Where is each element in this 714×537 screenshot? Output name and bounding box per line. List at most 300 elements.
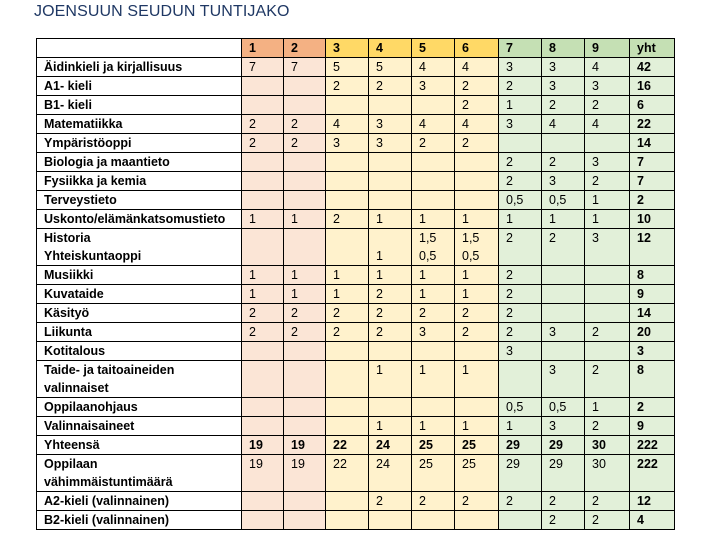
hours-line: 0,5	[419, 249, 437, 263]
header-total-cell: yht	[630, 39, 675, 58]
hours-cell	[242, 492, 284, 511]
hours-cell: 3	[499, 58, 542, 77]
hours-line	[419, 473, 454, 491]
hours-cell: 3	[542, 417, 585, 436]
total-cell: 3	[630, 342, 675, 361]
hours-line	[333, 361, 368, 379]
hours-cell	[585, 342, 630, 361]
hours-line: 29	[549, 457, 563, 471]
hours-cell	[284, 77, 326, 96]
hours-cell: 3	[412, 77, 455, 96]
hours-cell: 2	[585, 172, 630, 191]
hours-cell: 2	[242, 134, 284, 153]
header-grade-3: 3	[326, 39, 369, 58]
hours-cell: 1	[455, 417, 499, 436]
hours-line: 2	[549, 231, 556, 245]
hours-line	[592, 473, 629, 491]
table-row	[37, 361, 675, 398]
row-label: Liikunta	[37, 323, 242, 342]
hours-cell	[369, 191, 412, 210]
hours-cell	[242, 398, 284, 417]
hours-cell: 2	[542, 492, 585, 511]
hours-cell	[284, 455, 326, 492]
hours-cell: 2	[455, 77, 499, 96]
hours-line: 1	[376, 249, 383, 263]
row-label-line: Historia	[44, 231, 91, 245]
hours-line	[462, 473, 498, 491]
hours-cell	[284, 417, 326, 436]
table-row	[37, 191, 675, 210]
hours-cell	[242, 77, 284, 96]
table-row	[37, 436, 675, 455]
hours-cell	[542, 134, 585, 153]
row-label: Äidinkieli ja kirjallisuus	[37, 58, 242, 77]
header-grade-9: 9	[585, 39, 630, 58]
row-label: Matematiikka	[37, 115, 242, 134]
hours-line	[637, 473, 674, 491]
hours-cell: 2	[284, 304, 326, 323]
hours-cell: 1	[284, 285, 326, 304]
hours-cell	[455, 342, 499, 361]
hours-cell: 0,5	[542, 191, 585, 210]
hours-cell: 3	[369, 115, 412, 134]
hours-cell	[242, 96, 284, 115]
hours-cell: 7	[242, 58, 284, 77]
hours-line	[249, 247, 283, 265]
hours-cell	[369, 96, 412, 115]
hours-cell: 1	[455, 210, 499, 229]
hours-line	[376, 229, 411, 247]
hours-cell: 19	[242, 436, 284, 455]
hours-cell	[369, 361, 412, 398]
hours-cell: 2	[499, 153, 542, 172]
hours-line	[592, 379, 629, 397]
hours-cell	[542, 285, 585, 304]
hours-line: 30	[592, 457, 606, 471]
hours-line	[549, 473, 584, 491]
hours-cell	[369, 342, 412, 361]
hours-cell: 1	[369, 417, 412, 436]
hours-line: 222	[637, 457, 658, 471]
hours-cell: 3	[542, 172, 585, 191]
hours-cell: 1	[242, 210, 284, 229]
hours-cell	[455, 191, 499, 210]
hours-cell	[326, 398, 369, 417]
hours-cell	[242, 172, 284, 191]
hours-cell	[326, 511, 369, 530]
hours-cell: 1	[284, 210, 326, 229]
hours-cell: 2	[585, 323, 630, 342]
hours-cell: 2	[499, 285, 542, 304]
hours-line: 2	[592, 363, 599, 377]
row-label-line: Taide- ja taitoaineiden	[44, 363, 175, 377]
hours-cell: 1	[242, 266, 284, 285]
hours-cell: 2	[455, 492, 499, 511]
hours-line	[637, 379, 674, 397]
hours-cell	[585, 361, 630, 398]
row-label	[37, 455, 242, 492]
hours-cell	[412, 455, 455, 492]
hours-cell	[326, 96, 369, 115]
table-row	[37, 323, 675, 342]
hours-line: 3	[592, 231, 599, 245]
hours-cell: 2	[242, 304, 284, 323]
hours-cell: 2	[369, 492, 412, 511]
hours-line: 0,5	[462, 249, 480, 263]
hours-cell: 4	[326, 115, 369, 134]
hours-cell: 1	[455, 285, 499, 304]
hours-cell: 1	[326, 266, 369, 285]
hours-cell: 4	[585, 115, 630, 134]
hours-line	[333, 229, 368, 247]
header-row	[37, 39, 675, 58]
header-blank-cell	[37, 39, 242, 58]
hours-cell: 1	[412, 285, 455, 304]
hours-cell	[499, 229, 542, 266]
row-label: Oppilaanohjaus	[37, 398, 242, 417]
hours-cell	[585, 285, 630, 304]
total-cell: 14	[630, 304, 675, 323]
hours-line	[249, 361, 283, 379]
hours-cell	[284, 342, 326, 361]
hours-cell	[369, 511, 412, 530]
row-label: Käsityö	[37, 304, 242, 323]
hours-line: 25	[462, 457, 476, 471]
hours-cell	[326, 172, 369, 191]
hours-cell: 2	[412, 134, 455, 153]
row-label: Terveystieto	[37, 191, 242, 210]
hours-cell	[412, 172, 455, 191]
hours-cell	[455, 153, 499, 172]
hours-cell: 2	[455, 96, 499, 115]
table-row	[37, 96, 675, 115]
hours-cell: 4	[412, 58, 455, 77]
row-label: Kotitalous	[37, 342, 242, 361]
hours-line	[291, 379, 325, 397]
hours-line: 1,5	[419, 231, 437, 245]
hours-cell	[369, 153, 412, 172]
total-cell: 222	[630, 436, 675, 455]
hours-cell	[412, 342, 455, 361]
hours-cell: 1	[412, 417, 455, 436]
hours-cell: 3	[499, 115, 542, 134]
hours-cell	[412, 361, 455, 398]
hours-cell	[326, 191, 369, 210]
hours-cell: 3	[585, 77, 630, 96]
table-row	[37, 455, 675, 492]
hours-cell	[242, 417, 284, 436]
hours-line	[637, 247, 674, 265]
hours-cell	[412, 229, 455, 266]
row-label: B2-kieli (valinnainen)	[37, 511, 242, 530]
hours-cell	[326, 153, 369, 172]
row-label: Uskonto/elämänkatsomustieto	[37, 210, 242, 229]
hours-cell: 22	[326, 436, 369, 455]
hours-cell: 2	[585, 511, 630, 530]
hours-cell	[585, 134, 630, 153]
hours-cell: 2	[242, 115, 284, 134]
hours-cell: 30	[585, 436, 630, 455]
hours-cell	[284, 172, 326, 191]
hours-cell: 2	[369, 285, 412, 304]
hours-cell	[499, 455, 542, 492]
hours-cell	[369, 172, 412, 191]
row-label	[37, 229, 242, 266]
hours-cell: 1	[585, 191, 630, 210]
hours-cell	[242, 361, 284, 398]
hours-cell	[326, 361, 369, 398]
hours-line	[333, 247, 368, 265]
hours-cell: 1	[326, 285, 369, 304]
table-row	[37, 210, 675, 229]
hours-cell	[242, 153, 284, 172]
hours-cell: 2	[455, 134, 499, 153]
hours-cell	[455, 172, 499, 191]
hours-cell	[542, 342, 585, 361]
hours-cell	[284, 398, 326, 417]
hours-cell: 1	[412, 266, 455, 285]
hours-cell: 2	[499, 304, 542, 323]
hours-cell: 0,5	[499, 398, 542, 417]
hours-cell: 1	[499, 210, 542, 229]
hours-cell: 19	[284, 436, 326, 455]
hours-cell: 2	[542, 153, 585, 172]
header-grade-2: 2	[284, 39, 326, 58]
hours-cell: 2	[326, 304, 369, 323]
hours-line	[419, 379, 454, 397]
hours-cell	[284, 153, 326, 172]
total-cell	[630, 361, 675, 398]
total-cell: 4	[630, 511, 675, 530]
row-label-line: Oppilaan	[44, 457, 98, 471]
hours-cell: 4	[412, 115, 455, 134]
row-label: Kuvataide	[37, 285, 242, 304]
hours-cell: 2	[242, 323, 284, 342]
total-cell: 2	[630, 191, 675, 210]
hours-cell: 1	[455, 266, 499, 285]
hours-cell: 2	[326, 77, 369, 96]
hours-cell: 3	[499, 342, 542, 361]
total-cell: 9	[630, 285, 675, 304]
hours-cell: 5	[369, 58, 412, 77]
hours-line: 1	[462, 363, 469, 377]
hours-cell	[542, 361, 585, 398]
hours-line: 25	[419, 457, 433, 471]
hours-cell: 2	[369, 304, 412, 323]
hours-cell: 0,5	[499, 191, 542, 210]
hours-cell	[499, 511, 542, 530]
hours-cell: 1	[585, 398, 630, 417]
hours-line	[376, 379, 411, 397]
hours-cell	[542, 304, 585, 323]
hours-cell	[284, 492, 326, 511]
table-row	[37, 492, 675, 511]
hours-cell	[542, 455, 585, 492]
table-row	[37, 398, 675, 417]
hours-line	[549, 247, 584, 265]
hours-line	[506, 361, 541, 379]
total-cell: 6	[630, 96, 675, 115]
row-label-line: Yhteiskuntaoppi	[44, 249, 142, 263]
hours-cell: 2	[284, 134, 326, 153]
total-cell: 12	[630, 492, 675, 511]
hours-cell: 4	[455, 115, 499, 134]
hours-cell: 4	[585, 58, 630, 77]
hours-line: 19	[291, 457, 305, 471]
hours-cell	[242, 511, 284, 530]
hours-cell	[585, 304, 630, 323]
hours-cell	[284, 229, 326, 266]
hours-cell: 2	[284, 323, 326, 342]
table-row	[37, 58, 675, 77]
hours-cell	[412, 96, 455, 115]
hours-cell: 3	[326, 134, 369, 153]
table-row	[37, 304, 675, 323]
hours-cell	[284, 511, 326, 530]
hours-cell: 1	[499, 96, 542, 115]
hours-cell	[369, 398, 412, 417]
hours-cell: 3	[542, 77, 585, 96]
hours-cell	[369, 455, 412, 492]
row-label: A2-kieli (valinnainen)	[37, 492, 242, 511]
hours-cell: 2	[455, 304, 499, 323]
hours-cell: 2	[455, 323, 499, 342]
table-row	[37, 342, 675, 361]
hours-cell: 1	[542, 210, 585, 229]
hours-line	[462, 379, 498, 397]
row-label	[37, 361, 242, 398]
hours-cell	[455, 229, 499, 266]
hours-line	[506, 247, 541, 265]
hours-cell: 2	[284, 115, 326, 134]
hours-line	[376, 473, 411, 491]
hours-cell	[242, 342, 284, 361]
hours-cell: 2	[585, 96, 630, 115]
header-grade-6: 6	[455, 39, 499, 58]
hours-cell	[284, 96, 326, 115]
hours-line: 1,5	[462, 231, 480, 245]
hours-cell: 4	[455, 58, 499, 77]
hours-cell	[499, 361, 542, 398]
total-cell: 20	[630, 323, 675, 342]
header-grade-4: 4	[369, 39, 412, 58]
hours-cell	[455, 511, 499, 530]
table-row	[37, 417, 675, 436]
hours-line: 22	[333, 457, 347, 471]
table-row	[37, 77, 675, 96]
hours-cell	[455, 361, 499, 398]
total-cell: 22	[630, 115, 675, 134]
hours-cell	[412, 511, 455, 530]
hours-cell	[499, 134, 542, 153]
hours-line	[291, 247, 325, 265]
hours-cell: 2	[412, 492, 455, 511]
table-row	[37, 511, 675, 530]
header-grade-1: 1	[242, 39, 284, 58]
hours-cell	[455, 398, 499, 417]
hours-line	[291, 229, 325, 247]
hours-cell: 2	[369, 77, 412, 96]
hours-cell: 29	[499, 436, 542, 455]
hours-cell: 3	[412, 323, 455, 342]
table-row	[37, 285, 675, 304]
hours-cell: 2	[499, 77, 542, 96]
hours-cell	[326, 455, 369, 492]
hours-cell: 4	[542, 115, 585, 134]
table-row	[37, 115, 675, 134]
hours-cell	[585, 266, 630, 285]
hours-line: 24	[376, 457, 390, 471]
hours-cell: 2	[585, 492, 630, 511]
hours-cell	[284, 361, 326, 398]
total-cell: 8	[630, 266, 675, 285]
hours-line: 19	[249, 457, 263, 471]
table-row	[37, 153, 675, 172]
total-cell: 16	[630, 77, 675, 96]
hours-cell	[284, 191, 326, 210]
row-label: B1- kieli	[37, 96, 242, 115]
hours-cell	[585, 455, 630, 492]
hours-cell: 1	[412, 210, 455, 229]
hours-cell	[542, 266, 585, 285]
hours-line: 8	[637, 363, 644, 377]
table-row	[37, 229, 675, 266]
hours-cell: 2	[585, 417, 630, 436]
hours-cell	[585, 229, 630, 266]
hours-cell: 3	[542, 58, 585, 77]
hours-cell: 1	[499, 417, 542, 436]
hours-cell	[369, 229, 412, 266]
hours-line: 29	[506, 457, 520, 471]
hours-line	[506, 473, 541, 491]
hours-cell: 25	[412, 436, 455, 455]
hours-cell: 2	[369, 323, 412, 342]
hours-line	[592, 247, 629, 265]
hours-cell	[455, 455, 499, 492]
total-cell: 14	[630, 134, 675, 153]
row-label: Musiikki	[37, 266, 242, 285]
hours-line: 1	[419, 363, 426, 377]
row-label: Yhteensä	[37, 436, 242, 455]
hours-line	[249, 229, 283, 247]
hours-cell	[242, 455, 284, 492]
row-label: Fysiikka ja kemia	[37, 172, 242, 191]
hours-cell: 25	[455, 436, 499, 455]
hours-cell	[412, 191, 455, 210]
hours-cell: 2	[326, 323, 369, 342]
total-cell: 9	[630, 417, 675, 436]
hours-cell: 1	[284, 266, 326, 285]
hours-cell: 1	[242, 285, 284, 304]
hours-cell	[242, 229, 284, 266]
hours-line	[333, 473, 368, 491]
hours-cell	[242, 191, 284, 210]
total-cell: 7	[630, 172, 675, 191]
row-label: Ympäristöoppi	[37, 134, 242, 153]
hours-cell: 2	[499, 172, 542, 191]
hours-cell: 0,5	[542, 398, 585, 417]
hours-cell	[412, 398, 455, 417]
total-cell: 7	[630, 153, 675, 172]
hours-line	[291, 473, 325, 491]
curriculum-table	[36, 38, 675, 530]
total-cell	[630, 229, 675, 266]
hours-cell: 3	[585, 153, 630, 172]
hours-cell: 1	[585, 210, 630, 229]
header-grade-7: 7	[499, 39, 542, 58]
header-grade-5: 5	[412, 39, 455, 58]
hours-line: 2	[506, 231, 513, 245]
